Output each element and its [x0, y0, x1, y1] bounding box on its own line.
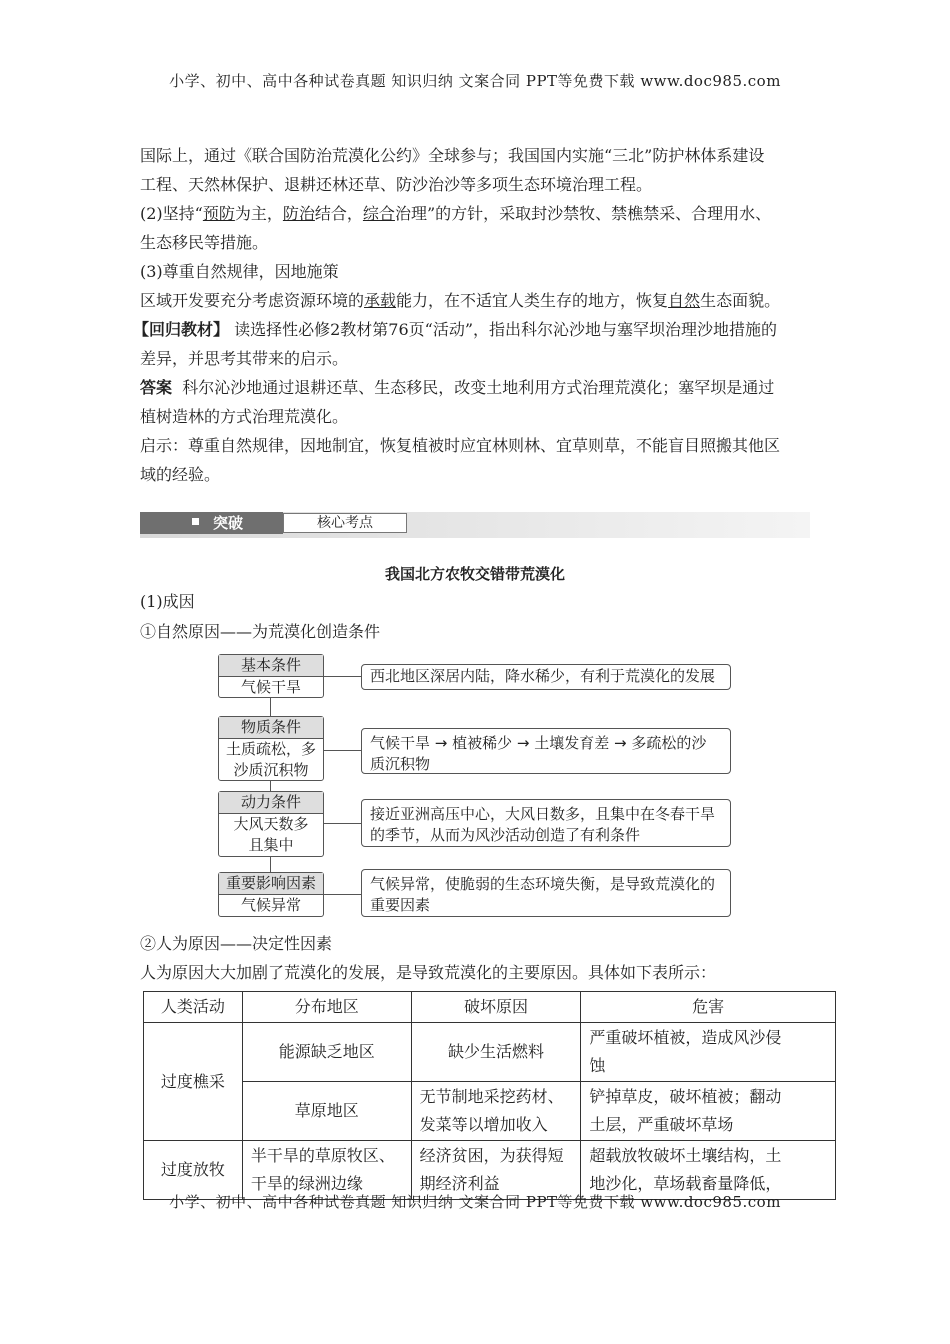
- underlined-term: 承载: [364, 291, 397, 310]
- underlined-term: 防治: [282, 204, 315, 223]
- review-text: 读选择性必修2教材第76页“活动”，指出科尔沁沙地与塞罕坝治理沙地措施的: [234, 320, 778, 339]
- condition-box-important: [218, 872, 324, 917]
- review-line2: 差异，并思考其带来的启示。: [140, 349, 349, 368]
- review-tag: 【回归教材】: [133, 320, 230, 339]
- para3-title: (3)尊重自然规律，因地施策: [140, 262, 339, 281]
- answer-text: 科尔沁沙地通过退耕还草、生态移民，改变土地利用方式治理荒漠化；塞罕坝是通过: [182, 378, 775, 397]
- section-dark-text: 突破: [213, 514, 244, 532]
- para2-line2: 生态移民等措施。: [140, 233, 269, 252]
- connector-line: [324, 676, 362, 677]
- cell-line: 超载放牧破坏土壤结构，土: [589, 1146, 782, 1165]
- vertical-connector: [270, 857, 271, 873]
- cell-line: 无节制地采挖药材、: [419, 1087, 564, 1106]
- answer-line2: 植树造林的方式治理荒漠化。: [140, 407, 349, 426]
- condition-body-line: 沙质沉积物: [233, 761, 309, 779]
- table-cell-reason: [411, 1082, 581, 1141]
- condition-box-basic: [218, 654, 324, 698]
- condition-desc-material: [361, 728, 731, 774]
- condition-body: 气候干旱: [240, 678, 301, 696]
- section-dark-label: [140, 512, 283, 534]
- review-line1: [133, 315, 812, 344]
- body-text: [133, 141, 812, 489]
- table-cell-activity: 过度放牧: [144, 1141, 243, 1200]
- table-cell-harm: [581, 1082, 836, 1141]
- human-activity-table: [143, 991, 836, 1200]
- table-cell-harm: [581, 1023, 836, 1082]
- table-row: [144, 1082, 836, 1141]
- underlined-term: 预防: [202, 204, 235, 223]
- text: (2)坚持“: [140, 204, 203, 223]
- section-light-label: 核心考点: [283, 513, 407, 533]
- condition-head: 动力条件: [219, 792, 323, 814]
- cell-line: 蚀: [589, 1056, 606, 1075]
- inspire-line2: 域的经验。: [140, 465, 221, 484]
- condition-desc-important: [361, 869, 731, 917]
- connector-line: [324, 894, 362, 895]
- table-cell-reason: 缺少生活燃料: [411, 1023, 581, 1082]
- topic-title: 我国北方农牧交错带荒漠化: [384, 565, 565, 583]
- para3-line: [140, 286, 812, 315]
- table-header-cell: 分布地区: [242, 992, 411, 1023]
- natural-cause: ①自然原因——为荒漠化创造条件: [140, 622, 381, 641]
- inspire-line1: 启示：尊重自然规律，因地制宜，恢复植被时应宜林则林、宜草则草，不能盲目照搬其他区: [140, 436, 781, 455]
- desc-line: 质沉积物: [370, 755, 431, 773]
- answer-label: 答案: [140, 378, 173, 397]
- human-cause-desc: 人为原因大大加剧了荒漠化的发展，是导致荒漠化的主要原因。具体如下表所示：: [140, 963, 717, 982]
- vertical-connector: [270, 697, 271, 716]
- cell-line: 严重破坏植被，造成风沙侵: [589, 1028, 782, 1047]
- text: 为主，: [234, 204, 283, 223]
- cell-line: 铲掉草皮，破坏植被；翻动: [589, 1087, 782, 1106]
- cell-line: 经济贫困，为获得短: [419, 1146, 564, 1165]
- cell-line: 地沙化，草场载畜量降低，: [589, 1174, 782, 1193]
- condition-desc-dynamic: [361, 799, 731, 847]
- connector-line: [324, 823, 362, 824]
- condition-head: 重要影响因素: [219, 873, 323, 895]
- condition-body: 气候异常: [240, 896, 301, 914]
- cell-line: 发菜等以增加收入: [419, 1115, 548, 1134]
- para1-line1: 国际上，通过《联合国防治荒漠化公约》全球参与；我国国内实施“三北”防护林体系建设: [140, 146, 765, 165]
- table-row: [144, 1023, 836, 1082]
- cell-line: 期经济利益: [419, 1174, 500, 1193]
- human-cause: ②人为原因——决定性因素: [140, 934, 333, 953]
- underlined-term: 综合: [362, 204, 395, 223]
- page-header: 小学、初中、高中各种试卷真题 知识归纳 文案合同 PPT等免费下载 www.doc985.com: [169, 72, 781, 90]
- desc-line: 的季节，从而为风沙活动创造了有利条件: [370, 826, 641, 844]
- cell-line: 半干旱的草原牧区、: [250, 1146, 395, 1165]
- table-header-cell: 破坏原因: [411, 992, 581, 1023]
- condition-head: 基本条件: [219, 655, 323, 677]
- cell-line: 土层，严重破坏草场: [589, 1115, 734, 1134]
- table-cell-region: 草原地区: [242, 1082, 411, 1141]
- page-footer: 小学、初中、高中各种试卷真题 知识归纳 文案合同 PPT等免费下载 www.doc985.com: [169, 1193, 781, 1211]
- para1-line2: 工程、天然林保护、退耕还林还草、防沙治沙等多项生态环境治理工程。: [140, 175, 653, 194]
- table-header-cell: 危害: [581, 992, 836, 1023]
- text: 区域开发要充分考虑资源环境的: [140, 291, 365, 310]
- connector-line: [324, 750, 362, 751]
- condition-desc-basic: 西北地区深居内陆，降水稀少，有利于荒漠化的发展: [361, 664, 731, 690]
- table-cell-region: 能源缺乏地区: [242, 1023, 411, 1082]
- text: 能力，在不适宜人类生存的地方，恢复: [396, 291, 669, 310]
- para2-line1: [140, 199, 812, 228]
- condition-box-material: [218, 716, 324, 781]
- desc-line: 重要因素: [370, 896, 431, 914]
- desc-line: 气候异常，使脆弱的生态环境失衡，是导致荒漠化的: [370, 875, 716, 893]
- condition-box-dynamic: [218, 791, 324, 857]
- text: 生态面貌。: [700, 291, 781, 310]
- condition-body-line: 土质疏松，多: [225, 740, 316, 758]
- condition-body-line: 大风天数多: [233, 815, 309, 833]
- square-bullet-icon: [192, 518, 199, 525]
- cell-line: 干旱的绿洲边缘: [250, 1174, 363, 1193]
- table-header-row: [144, 992, 836, 1023]
- section-banner: [140, 512, 810, 538]
- underlined-term: 自然: [668, 291, 701, 310]
- condition-body-line: 且集中: [248, 836, 294, 854]
- condition-head: 物质条件: [219, 717, 323, 739]
- text: 结合，: [314, 204, 363, 223]
- table-header-cell: 人类活动: [144, 992, 243, 1023]
- table-cell-activity: 过度樵采: [144, 1023, 243, 1141]
- answer-line1: [140, 373, 812, 402]
- text: 治理”的方针，采取封沙禁牧、禁樵禁采、合理用水、: [394, 204, 772, 223]
- desc-line: 气候干旱 → 植被稀少 → 土壤发育差 → 多疏松的沙: [370, 734, 707, 752]
- cause-title: (1)成因: [140, 592, 195, 611]
- desc-line: 接近亚洲高压中心，大风日数多，且集中在冬春干旱: [370, 805, 716, 823]
